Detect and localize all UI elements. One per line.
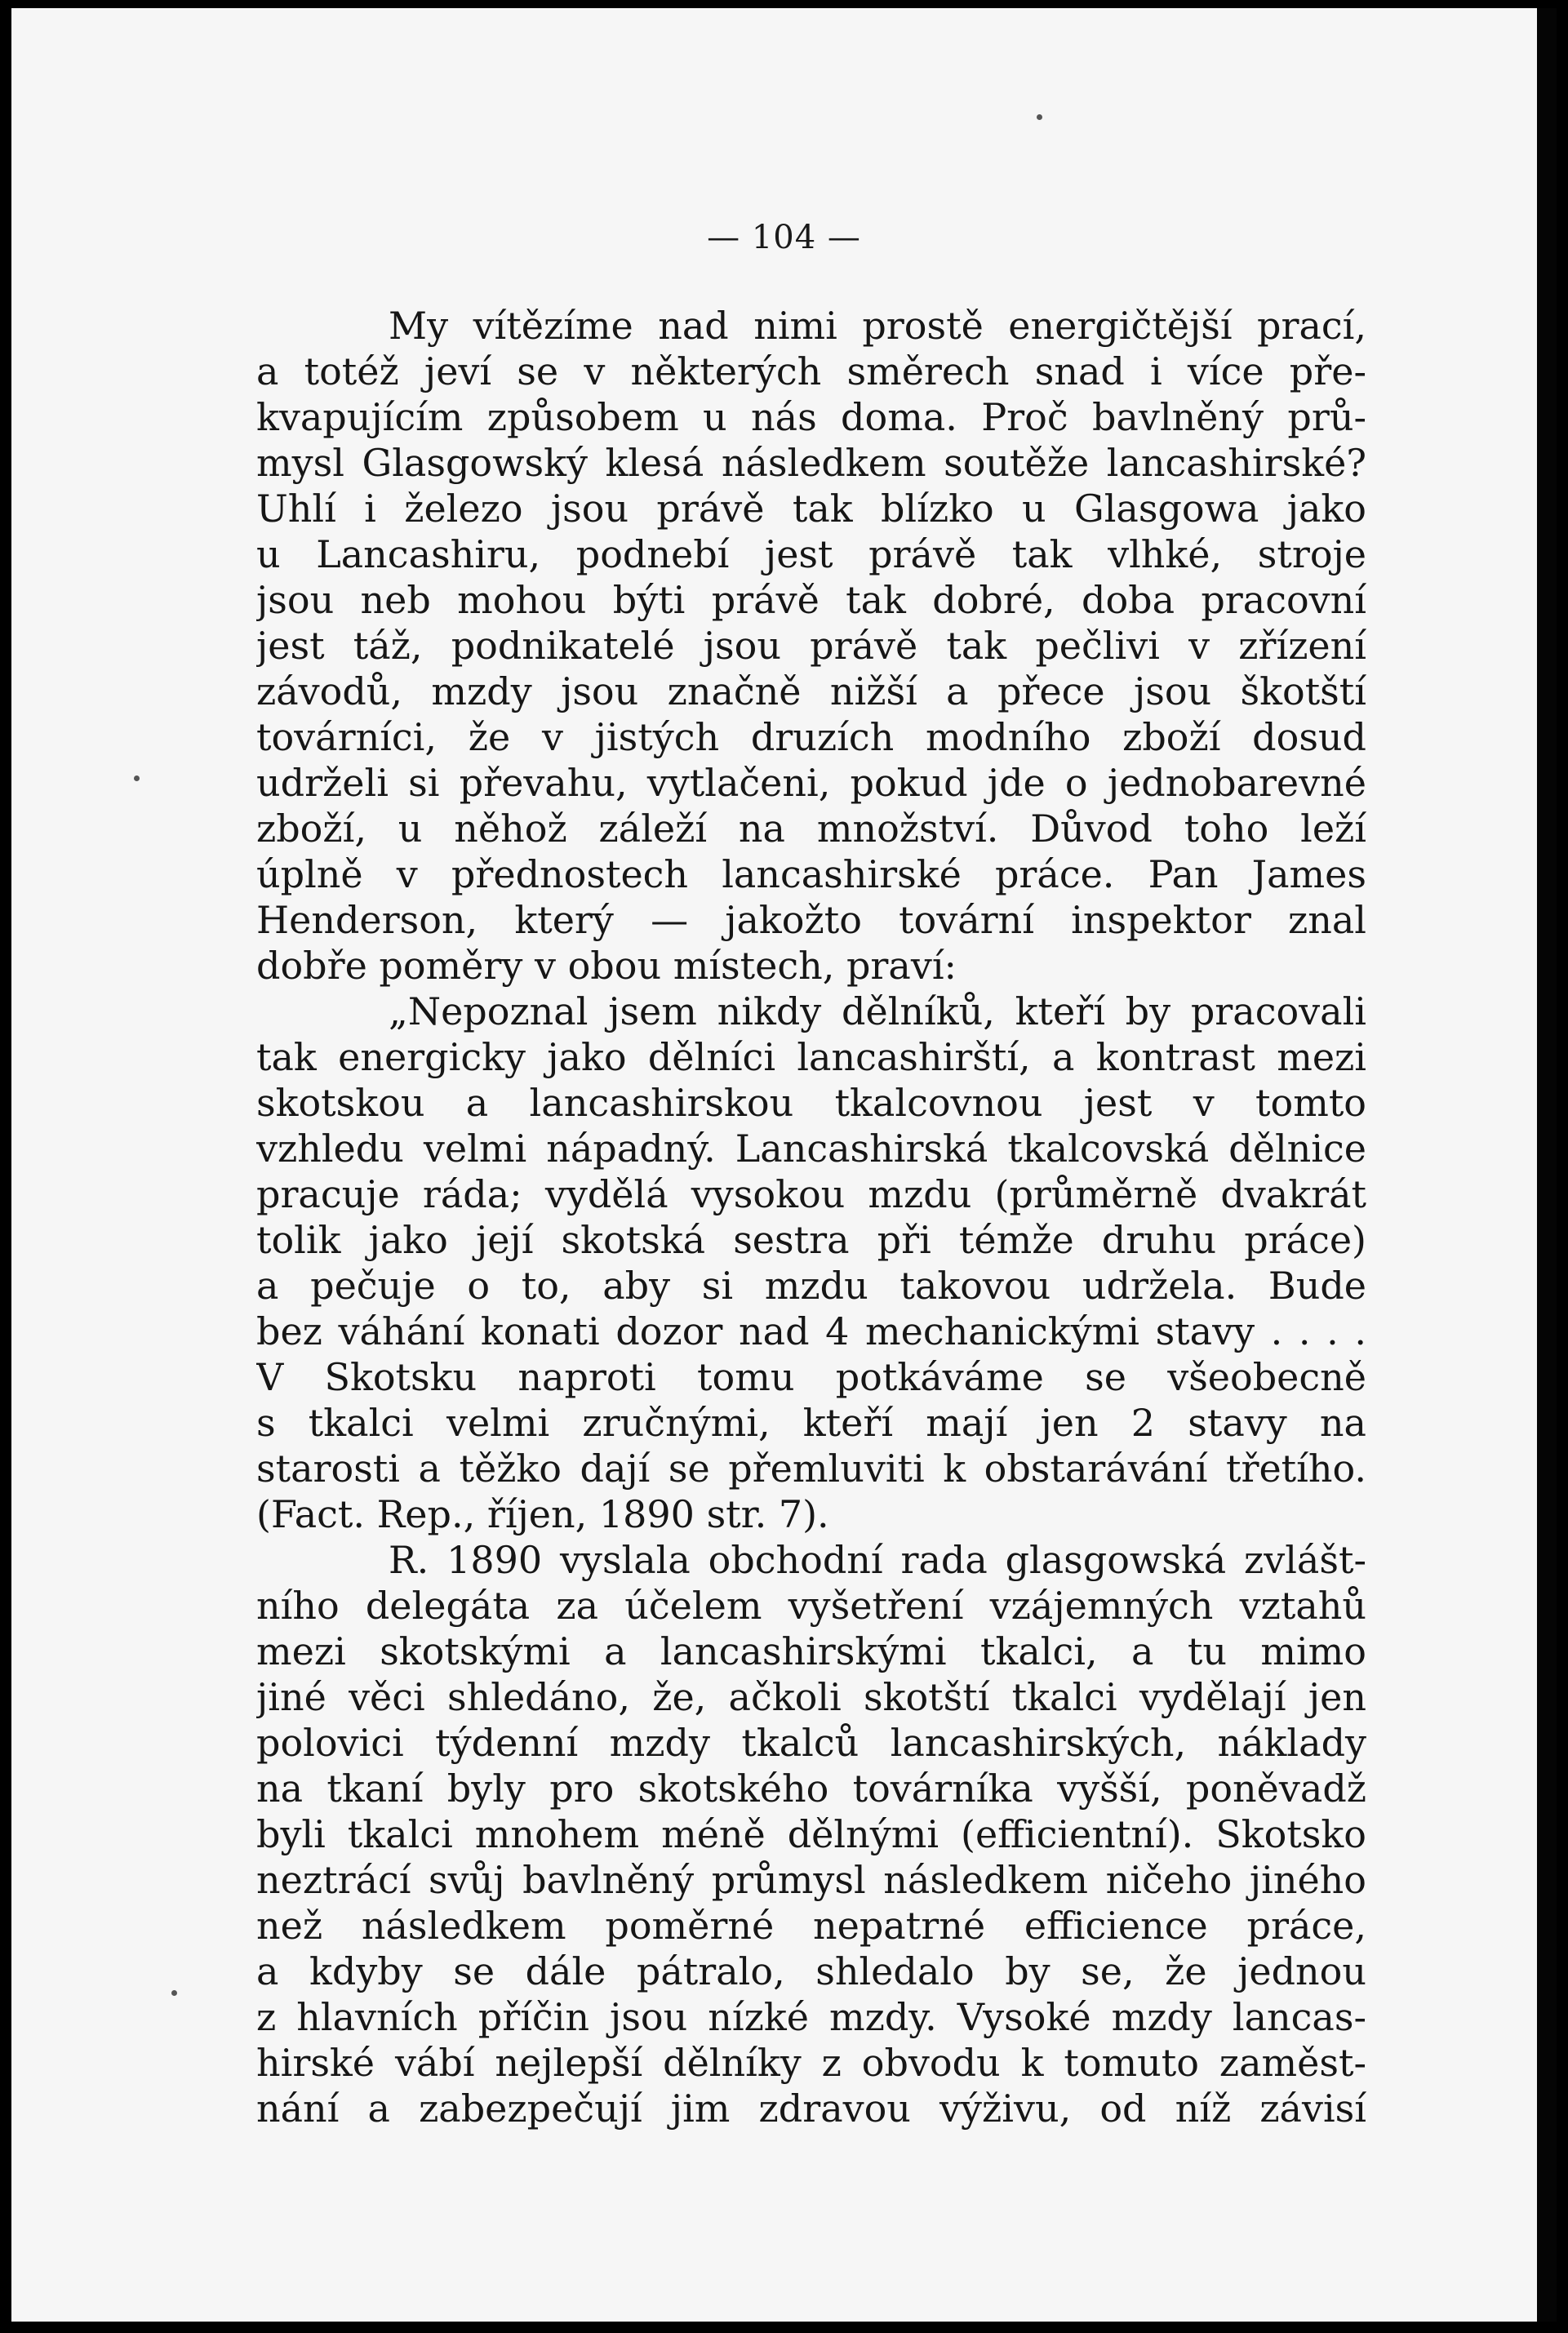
text-line: vzhledu velmi nápadný. Lancashirská tkalcovská dělnice	[256, 1127, 1366, 1171]
text-line: V Skotsku naproti tomu potkáváme se všeobecně	[256, 1355, 1366, 1399]
scan-edge	[1537, 8, 1557, 2322]
ink-speck	[134, 775, 140, 781]
text-line: pracuje ráda; vydělá vysokou mzdu (průměrně dvakrát	[256, 1172, 1366, 1216]
book-page	[11, 8, 1557, 2322]
text-line: tak energicky jako dělníci lancashirští, a kontrast mezi	[256, 1035, 1366, 1079]
text-line: s tkalci velmi zručnými, kteří mají jen 2 stavy na	[256, 1401, 1366, 1445]
text-line: dobře poměry v obou místech, praví:	[256, 944, 957, 988]
text-line: a kdyby se dále pátralo, shledalo by se, že jednou	[256, 1949, 1366, 1993]
text-line: neztrácí svůj bavlněný průmysl následkem ničeho jiného	[256, 1858, 1366, 1902]
text-line: tolik jako její skotská sestra při témže druhu práce)	[256, 1218, 1366, 1262]
text-line: My vítězíme nad nimi prostě energičtější prací,	[389, 304, 1366, 348]
text-line: „Nepoznal jsem nikdy dělníků, kteří by pracovali	[389, 989, 1366, 1033]
text-line: zboží, u něhož záleží na množství. Důvod toho leží	[256, 807, 1366, 851]
text-line: bez váhání konati dozor nad 4 mechanickými stavy . . . .	[256, 1309, 1366, 1353]
text-line: jiné věci shledáno, že, ačkoli skotští tkalci vydělají jen	[256, 1675, 1366, 1719]
text-line: ního delegáta za účelem vyšetření vzájemných vztahů	[256, 1584, 1366, 1628]
text-line: na tkaní byly pro skotského továrníka vyšší, poněvadž	[256, 1766, 1366, 1811]
text-line: z hlavních příčin jsou nízké mzdy. Vysoké mzdy lancas-	[256, 1995, 1366, 2039]
text-line: kvapujícím způsobem u nás doma. Proč bavlněný prů-	[256, 395, 1366, 439]
text-line: hirské vábí nejlepší dělníky z obvodu k tomuto zaměst-	[256, 2041, 1366, 2085]
text-line: jsou neb mohou býti právě tak dobré, doba pracovní	[256, 578, 1366, 622]
text-line: Henderson, který — jakožto tovární inspektor znal	[256, 898, 1366, 942]
text-line: Uhlí i železo jsou právě tak blízko u Glasgowa jako	[256, 487, 1366, 531]
text-line: mezi skotskými a lancashirskými tkalci, a tu mimo	[256, 1629, 1366, 1673]
text-line: starosti a těžko dají se přemluviti k obstarávání třetího.	[256, 1446, 1366, 1491]
text-line: jest táž, podnikatelé jsou právě tak pečlivi v zřízení	[256, 624, 1366, 668]
text-line: nání a zabezpečují jim zdravou výživu, od níž závisí	[256, 2086, 1366, 2131]
ink-speck	[1037, 114, 1042, 120]
body-text	[256, 303, 1366, 2131]
text-line: byli tkalci mnohem méně dělnými (efficientní). Skotsko	[256, 1812, 1366, 1856]
ink-speck	[171, 1990, 177, 1996]
text-line: (Fact. Rep., říjen, 1890 str. 7).	[256, 1492, 829, 1536]
text-line: a totéž jeví se v některých směrech snad i více pře-	[256, 349, 1366, 393]
text-line: závodů, mzdy jsou značně nižší a přece jsou škotští	[256, 669, 1366, 713]
text-line: udrželi si převahu, vytlačeni, pokud jde o jednobarevné	[256, 761, 1366, 805]
text-line: skotskou a lancashirskou tkalcovnou jest v tomto	[256, 1081, 1366, 1125]
text-line: mysl Glasgowský klesá následkem soutěže lancashirské?	[256, 441, 1366, 485]
text-line: továrníci, že v jistých druzích modního zboží dosud	[256, 715, 1366, 759]
text-line: úplně v přednostech lancashirské práce. Pan James	[256, 852, 1366, 896]
text-line: než následkem poměrné nepatrné efficience práce,	[256, 1904, 1366, 1948]
text-line: u Lancashiru, podnebí jest právě tak vlhké, stroje	[256, 532, 1366, 576]
text-line: a pečuje o to, aby si mzdu takovou udržela. Bude	[256, 1264, 1366, 1308]
page-number: — 104 —	[707, 219, 861, 256]
text-line: R. 1890 vyslala obchodní rada glasgowská zvlášt-	[389, 1538, 1366, 1582]
text-line: polovici týdenní mzdy tkalců lancashirských, náklady	[256, 1721, 1366, 1765]
